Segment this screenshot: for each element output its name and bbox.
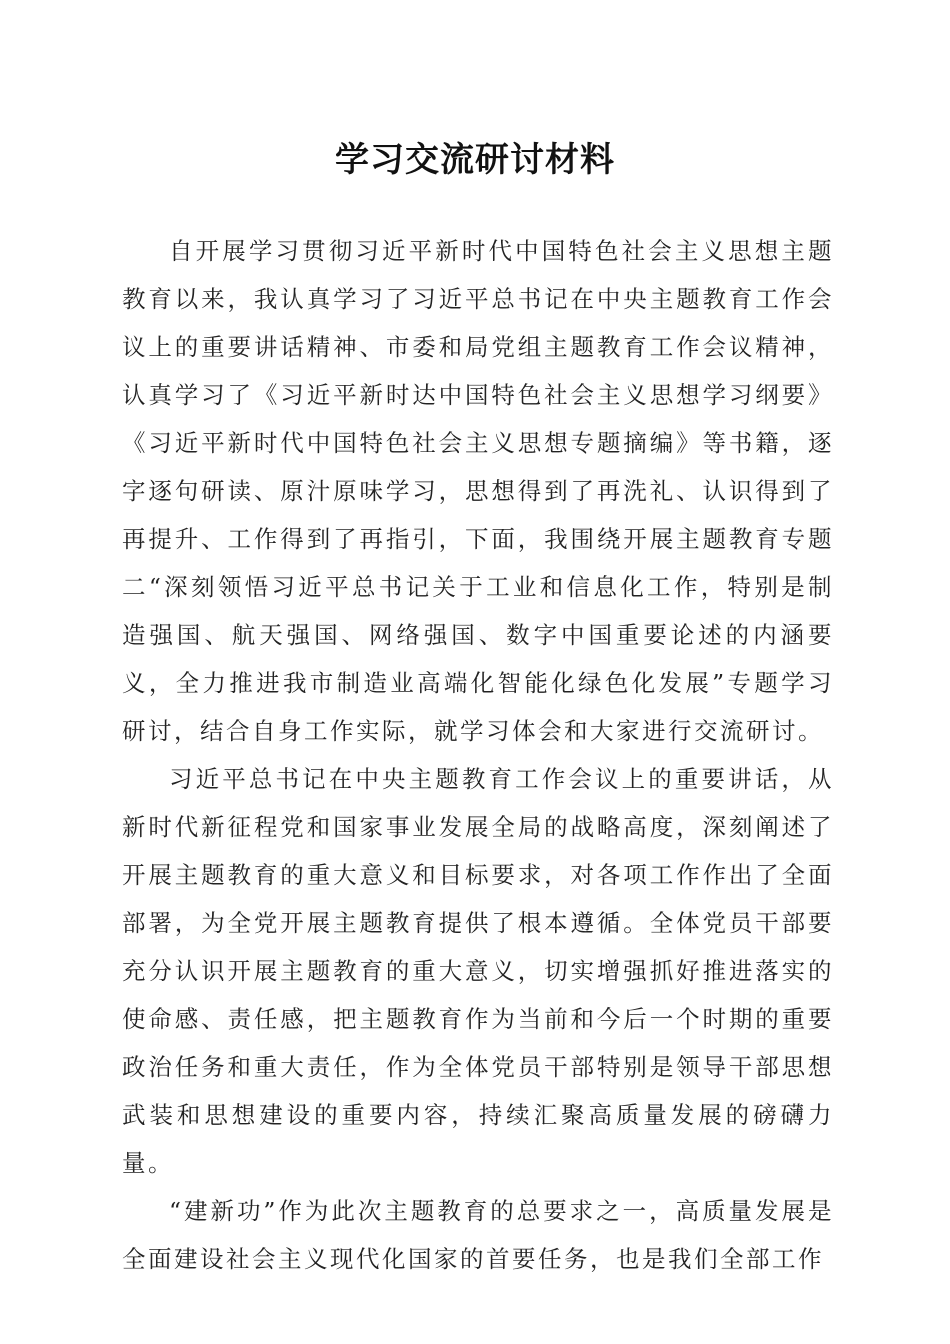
document-title: 学习交流研讨材料 xyxy=(335,140,615,180)
document-body xyxy=(122,227,834,1283)
paragraph-intro: 自开展学习贯彻习近平新时代中国特色社会主义思想主题教育以来，我认真学习了习近平总书记在中央主题教育工作会议上的重要讲话精神、市委和局党组主题教育工作会议精神，认真学习了《习近平新时达中国特色社会主义思想学习纲要》《习近平新时代中国特色社会主义思想专题摘编》等书籍，逐字逐句研读、原汁原味学习，思想得到了再洗礼、认识得到了再提升、工作得到了再指引，下面，我围绕开展主题教育专题二“深刻领悟习近平总书记关于工业和信息化工作，特别是制造强国、航天强国、网络强国、数字中国重要论述的内涵要义，全力推进我市制造业高端化智能化绿色化发展”专题学习研讨，结合自身工作实际，就学习体会和大家进行交流研讨。 xyxy=(122,237,834,745)
paragraph-new-merit: “建新功”作为此次主题教育的总要求之一，高质量发展是全面建设社会主义现代化国家的首要任务，也是我们全部工作 xyxy=(122,1197,834,1273)
paragraph-speech: 习近平总书记在中央主题教育工作会议上的重要讲话，从新时代新征程党和国家事业发展全局的战略高度，深刻阐述了开展主题教育的重大意义和目标要求，对各项工作作出了全面部署，为全党开展主题教育提供了根本遵循。全体党员干部要充分认识开展主题教育的重大意义，切实增强抓好推进落实的使命感、责任感，把主题教育作为当前和今后一个时期的重要政治任务和重大责任，作为全体党员干部特别是领导干部思想武装和思想建设的重要内容，持续汇聚高质量发展的磅礴力量。 xyxy=(122,765,834,1177)
